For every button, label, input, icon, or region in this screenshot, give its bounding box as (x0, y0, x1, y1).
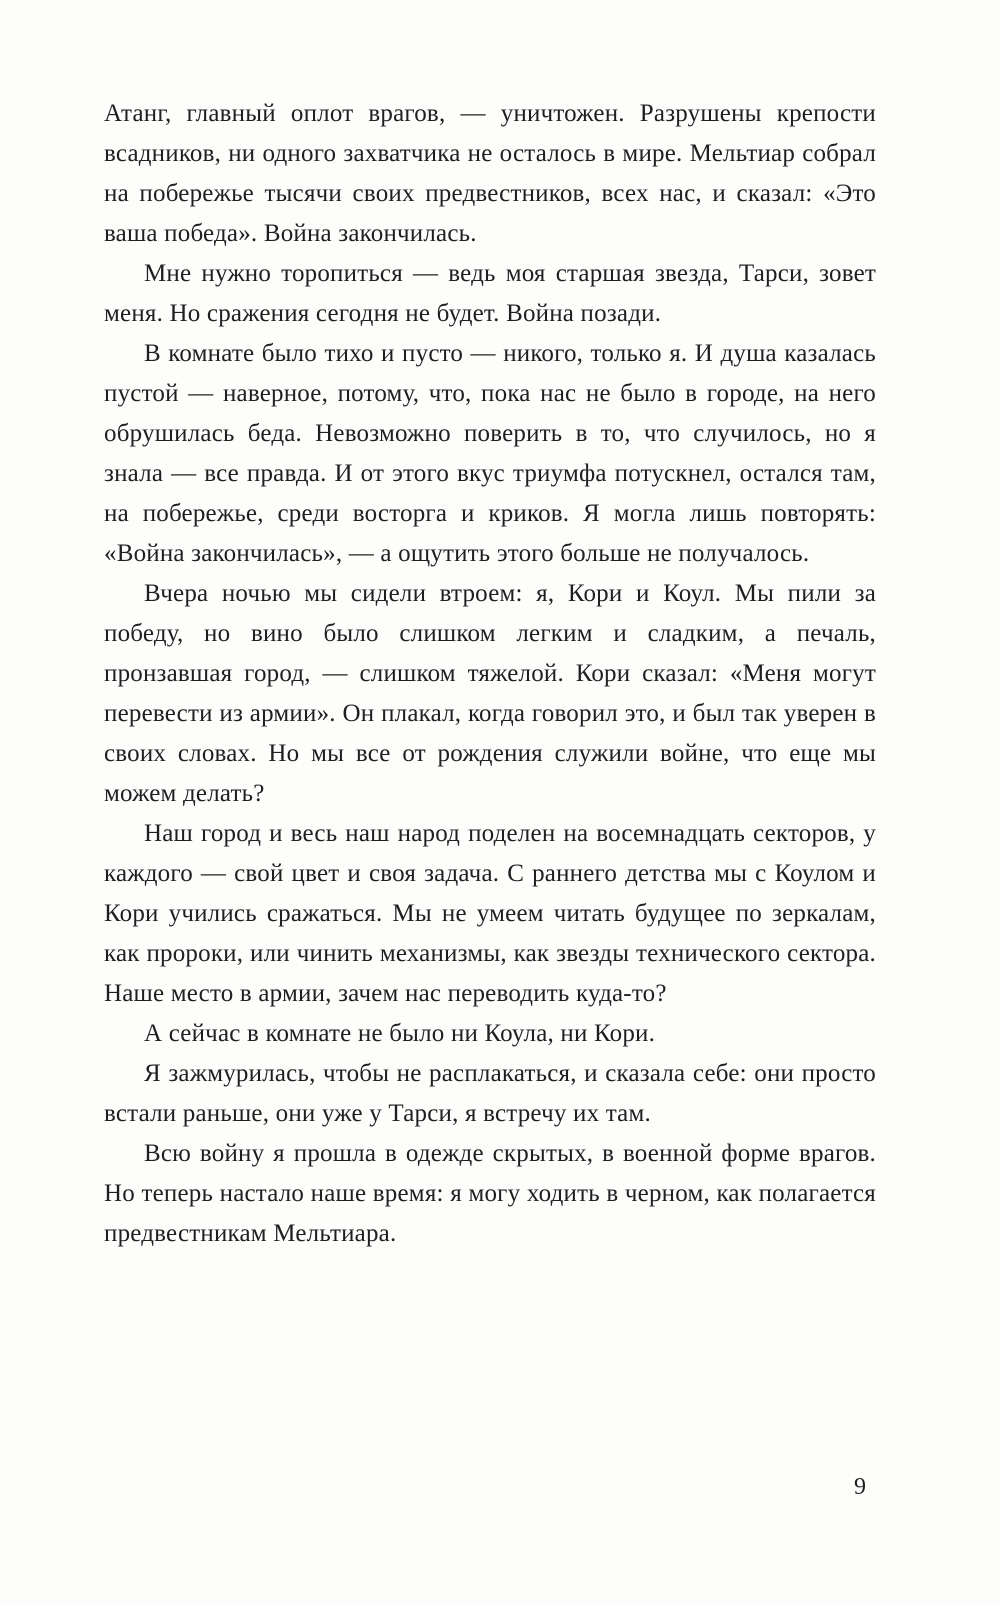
paragraph: Вчера ночью мы сидели втроем: я, Кори и Коул. Мы пили за победу, но вино было слишком легким и сладким, а печаль, пронзавшая город, — слишком тяжелой. Кори сказал: «Меня могут перевести из армии». Он плакал, когда говорил это, и был так уверен в своих словах. Но мы все от рождения служили войне, что еще мы можем делать? (104, 580, 876, 807)
paragraph: Атанг, главный оплот врагов, — уничтожен. Разрушены крепости всадников, ни одного захватчика не осталось в мире. Мельтиар собрал на побережье тысячи своих предвестников, всех нас, и сказал: «Это ваша победа». Война закончилась. (104, 100, 876, 247)
paragraph: А сейчас в комнате не было ни Коула, ни Кори. (144, 1020, 656, 1047)
paragraph: Всю войну я прошла в одежде скрытых, в военной форме врагов. Но теперь настало наше время: я могу ходить в черном, как полагается предвестникам Мельтиара. (104, 1140, 876, 1247)
paragraph: Наш город и весь наш народ поделен на восемнадцать секторов, у каждого — свой цвет и своя задача. С раннего детства мы с Коулом и Кори учились сражаться. Мы не умеем читать будущее по зеркалам, как пророки, или чинить механизмы, как звезды технического сектора. Наше место в армии, зачем нас переводить куда-то? (104, 820, 876, 1007)
paragraph: Мне нужно торопиться — ведь моя старшая звезда, Тарси, зовет меня. Но сражения сегодня не будет. Война позади. (104, 260, 876, 327)
paragraph: В комнате было тихо и пусто — никого, только я. И душа казалась пустой — наверное, потому, что, пока нас не было в городе, на него обрушилась беда. Невозможно поверить в то, что случилось, но я знала — все правда. И от этого вкус триумфа потускнел, остался там, на побережье, среди восторга и криков. Я могла лишь повторять: «Война закончилась», — а ощутить этого больше не получалось. (104, 340, 876, 567)
paragraph: Я зажмурилась, чтобы не расплакаться, и сказала себе: они просто встали раньше, они уже у Тарси, я встречу их там. (104, 1060, 876, 1127)
page-number: 9 (854, 1474, 866, 1500)
text-column (104, 94, 876, 1254)
